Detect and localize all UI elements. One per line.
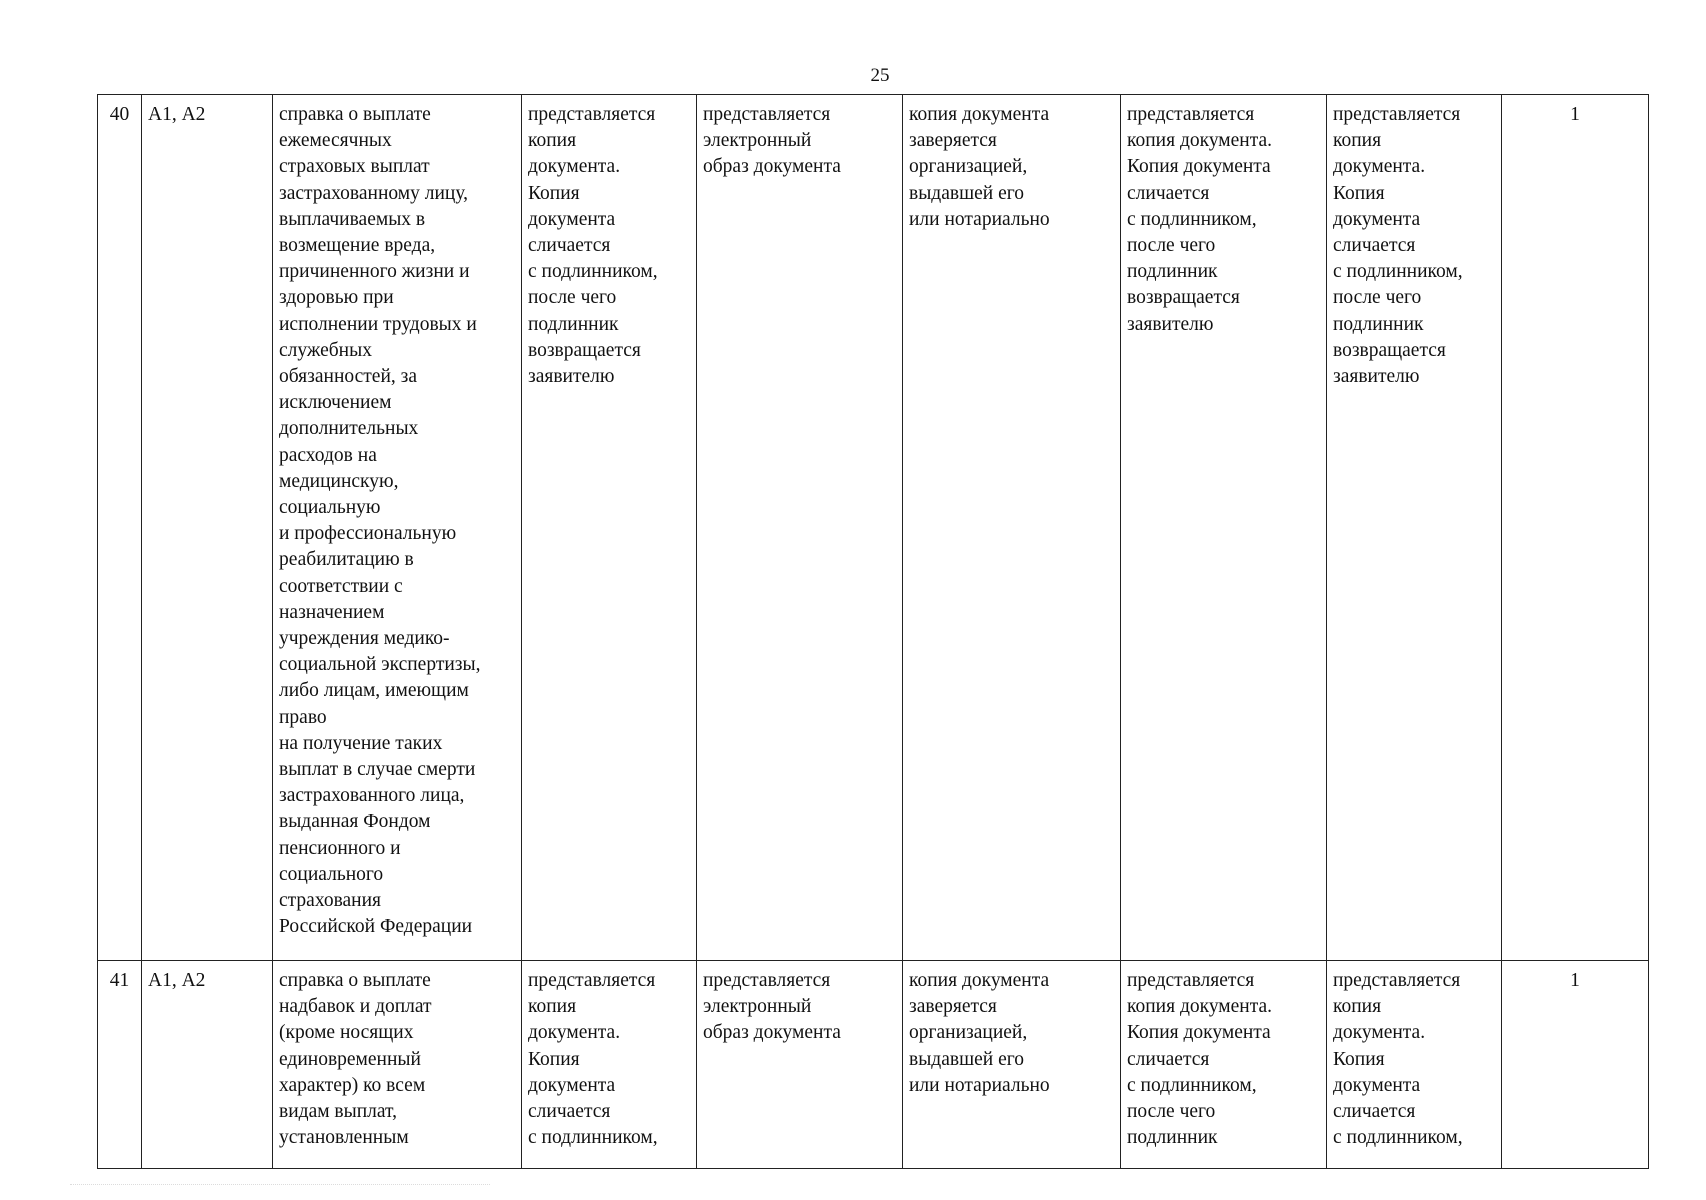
applicant-codes-cell: А1, А2 (142, 961, 273, 1169)
mfc-submission-cell: представляется копия документа. Копия документа сличается с подлинником, (1327, 961, 1502, 1169)
table-row (98, 95, 1649, 961)
document-table (97, 94, 1649, 1169)
row-number-cell: 41 (98, 961, 142, 1169)
row-number-cell: 40 (98, 95, 142, 961)
certification-cell: копия документа заверяется организацией, выдавшей его или нотариально (903, 961, 1121, 1169)
document-name-cell: справка о выплате ежемесячных страховых выплат застрахованному лицу, выплачиваемых в возмещение вреда, причиненного жизни и здоровью при исполнении трудовых и служебных обязанностей, за исключением дополнительных расходов на медицинскую, социальную и профессиональную реабилитацию в соответствии с назначением учреждения медико- социальной экспертизы, либо лицам, имеющим право на получение таких выплат в случае смерти застрахованного лица, выданная Фондом пенсионного и социального страхования Российской Федерации (273, 95, 522, 961)
page-number: 25 (870, 65, 890, 86)
submission-method-cell: представляется копия документа. Копия документа сличается с подлинником, (522, 961, 697, 1169)
document-name-cell: справка о выплате надбавок и доплат (кроме носящих единовременный характер) ко всем видам выплат, установленным (273, 961, 522, 1169)
electronic-submission-cell: представляется электронный образ документа (697, 95, 903, 961)
applicant-codes-cell: А1, А2 (142, 95, 273, 961)
mail-submission-cell: представляется копия документа. Копия документа сличается с подлинником, после чего подлинник (1121, 961, 1327, 1169)
table-row (98, 961, 1649, 1169)
certification-cell: копия документа заверяется организацией, выдавшей его или нотариально (903, 95, 1121, 961)
mail-submission-cell: представляется копия документа. Копия документа сличается с подлинником, после чего подлинник возвращается заявителю (1121, 95, 1327, 961)
copies-count-cell: 1 (1502, 95, 1649, 961)
electronic-submission-cell: представляется электронный образ документа (697, 961, 903, 1169)
submission-method-cell: представляется копия документа. Копия документа сличается с подлинником, после чего подлинник возвращается заявителю (522, 95, 697, 961)
mfc-submission-cell: представляется копия документа. Копия документа сличается с подлинником, после чего подлинник возвращается заявителю (1327, 95, 1502, 961)
copies-count-cell: 1 (1502, 961, 1649, 1169)
scan-artifact (70, 1184, 490, 1187)
